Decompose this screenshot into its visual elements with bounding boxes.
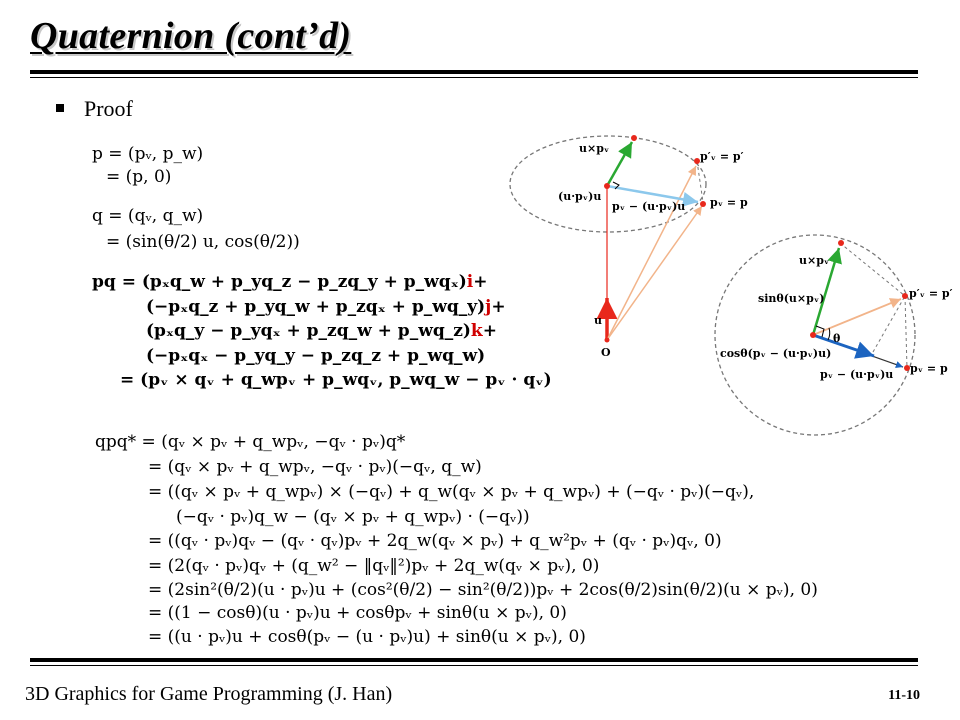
bullet-label: Proof — [84, 96, 133, 121]
fig2-label-theta: θ — [833, 332, 841, 345]
fig1-label-o: O — [601, 346, 611, 359]
eq-pq-line4: (−pₓqₓ − p_yq_y − p_zq_z + p_wq_w) — [146, 346, 486, 366]
fig2-label-perp: pᵥ − (u·pᵥ)u — [820, 368, 894, 381]
fig1-dot-origin — [605, 338, 610, 343]
eq-pq-plus1: + — [473, 272, 488, 292]
fig2-orange-pprime — [813, 299, 901, 335]
eq-p-line1: p = (pᵥ, p_w) — [92, 144, 204, 164]
eq-qpq-line8: = ((1 − cosθ)(u · pᵥ)u + cosθpᵥ + sinθ(u × pᵥ), 0) — [148, 603, 567, 623]
eq-pq-j: j — [485, 297, 492, 317]
eq-qpq-line1: qpq* = (qᵥ × pᵥ + q_wpᵥ, −qᵥ · pᵥ)q* — [95, 432, 406, 452]
eq-qpq-line9: = ((u · pᵥ)u + cosθ(pᵥ − (u · pᵥ)u) + sinθ(u × pᵥ), 0) — [148, 627, 586, 647]
fig1-label-perp: pᵥ − (u·pᵥ)u — [612, 200, 686, 213]
eq-qpq-line4: (−qᵥ · pᵥ)q_w − (qᵥ × pᵥ + q_wpᵥ) · (−qᵥ)) — [176, 507, 530, 527]
eq-qpq-line7: = (2sin²(θ/2)(u · pᵥ)u + (cos²(θ/2) − sin²(θ/2))pᵥ + 2cos(θ/2)sin(θ/2)(u × pᵥ), 0) — [148, 580, 818, 600]
fig1-label-proj: (u·pᵥ)u — [558, 190, 602, 203]
fig1-dot-center — [604, 183, 610, 189]
fig1-label-u: u — [594, 314, 602, 327]
fig2-label-sin: sinθ(u×pᵥ) — [758, 292, 825, 305]
fig1-orange-pprime — [607, 166, 696, 340]
eq-qpq-line2: = (qᵥ × pᵥ + q_wpᵥ, −qᵥ · pᵥ)(−qᵥ, q_w) — [148, 457, 482, 477]
figure-2 — [715, 235, 953, 435]
fig1-green-cross — [607, 142, 632, 186]
eq-pq-line3-text: (pₓq_y − p_yqₓ + p_zq_w + p_wq_z) — [146, 321, 471, 341]
slide-title: Quaternion (cont’d) — [30, 15, 352, 57]
eq-q-line1: q = (qᵥ, q_w) — [92, 206, 204, 226]
fig1-label-cross: u×pᵥ — [579, 142, 610, 155]
bottom-rule — [30, 658, 918, 662]
fig2-dash-right — [905, 296, 907, 368]
eq-pq-line1-text: pq = (pₓq_w + p_yq_z − p_zq_y + p_wqₓ) — [92, 272, 467, 292]
footer-page-number: 11-10 — [888, 688, 920, 703]
fig2-dot-pprime — [902, 293, 908, 299]
fig1-dash-pprime-p — [697, 161, 703, 202]
eq-q-line2: = (sin(θ/2) u, cos(θ/2)) — [106, 232, 300, 252]
footer-course-title: 3D Graphics for Game Programming (J. Han) — [25, 683, 393, 705]
fig1-label-p: pᵥ = p — [710, 196, 748, 209]
eq-pq-i: i — [466, 272, 474, 292]
fig2-label-p: pᵥ = p — [910, 362, 948, 375]
eq-qpq-line6: = (2(qᵥ · pᵥ)qᵥ + (q_w² − ‖qᵥ‖²)pᵥ + 2q_w(qᵥ × pᵥ), 0) — [148, 556, 600, 576]
eq-qpq-line5: = ((qᵥ · pᵥ)qᵥ − (qᵥ · qᵥ)pᵥ + 2q_w(qᵥ × pᵥ) + q_w²pᵥ + (qᵥ · pᵥ)qᵥ, 0) — [148, 531, 722, 551]
eq-pq-k: k — [470, 321, 483, 341]
fig2-dot-top — [838, 240, 844, 246]
eq-pq-line5: = (pᵥ × qᵥ + q_wpᵥ + p_wqᵥ, p_wq_w − pᵥ · qᵥ) — [120, 370, 552, 390]
bottom-rule-thin — [30, 665, 918, 666]
fig2-theta-arc — [828, 328, 830, 340]
fig1-label-pprime: p′ᵥ = p′ — [700, 150, 744, 163]
figure-1 — [510, 135, 748, 359]
eq-pq-plus2: + — [491, 297, 506, 317]
fig2-label-pprime: p′ᵥ = p′ — [909, 287, 953, 300]
fig2-dot-center — [810, 332, 816, 338]
fig2-label-cos: cosθ(pᵥ − (u·pᵥ)u) — [720, 347, 832, 360]
eq-p-line2: = (p, 0) — [106, 167, 172, 187]
eq-pq-line2-text: (−pₓq_z + p_yq_w + p_zqₓ + p_wq_y) — [146, 297, 486, 317]
eq-pq-plus3: + — [482, 321, 497, 341]
fig1-dot-p — [700, 201, 706, 207]
fig1-dot-cross — [631, 135, 637, 141]
fig2-dash-top — [840, 243, 905, 296]
fig2-label-cross: u×pᵥ — [799, 254, 830, 267]
eq-qpq-line3: = ((qᵥ × pᵥ + q_wpᵥ) × (−qᵥ) + q_w(qᵥ × pᵥ + q_wpᵥ) + (−qᵥ · pᵥ)(−qᵥ), — [148, 482, 755, 502]
